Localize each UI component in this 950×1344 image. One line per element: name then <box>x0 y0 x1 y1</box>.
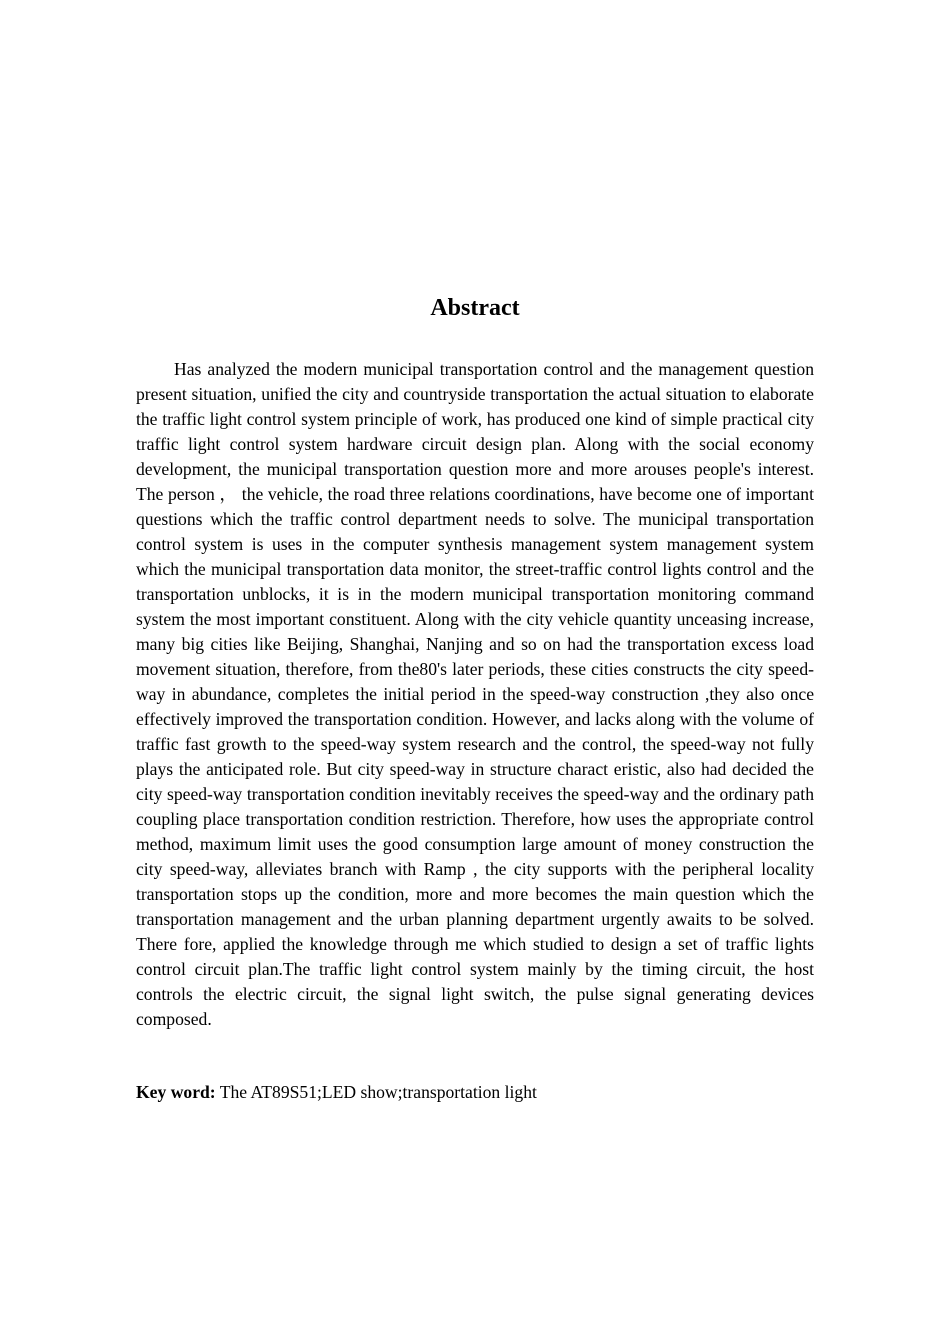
keywords-label: Key word: <box>136 1082 216 1102</box>
abstract-body: Has analyzed the modern municipal transportation control and the management question present situation, unified the city and countryside transportation the actual situation to elaborate the traffic light control system principle of work, has produced one kind of simple practical city traffic light control system hardware circuit design plan. Along with the social economy development, the municipal transportation question more and more arouses people's interest. The person ， the vehicle, the road three relations coordinations, have become one of important questions which the traffic control department needs to solve. The municipal transportation control system is uses in the computer synthesis management system management system which the municipal transportation data monitor, the street-traffic control lights control and the transportation unblocks, it is in the modern municipal transportation monitoring command system the most important constituent. Along with the city vehicle quantity unceasing increase, many big cities like Beijing, Shanghai, Nanjing and so on had the transportation excess load movement situation, therefore, from the80's later periods, these cities constructs the city speed-way in abundance, completes the initial period in the speed-way construction ,they also once effectively improved the transportation condition. However, and lacks along with the volume of traffic fast growth to the speed-way system research and the control, the speed-way not fully plays the anticipated role. But city speed-way in structure charact eristic, also had decided the city speed-way transportation condition inevitably receives the speed-way and the ordinary path coupling place transportation condition restriction. Therefore, how uses the appropriate control method, maximum limit uses the good consumption large amount of money construction the city speed-way, alleviates branch with Ramp , the city supports with the peripheral locality transportation stops up the condition, more and more becomes the main question which the transportation management and the urban planning department urgently awaits to be solved. There fore, applied the knowledge through me which studied to design a set of traffic lights control circuit plan.The traffic light control system mainly by the timing circuit, the host controls the electric circuit, the signal light switch, the pulse signal generating devices composed. <box>136 359 814 1029</box>
keywords-value: The AT89S51;LED show;transportation light <box>215 1082 537 1102</box>
abstract-title: Abstract <box>430 295 520 321</box>
keywords-line <box>136 1080 814 1105</box>
